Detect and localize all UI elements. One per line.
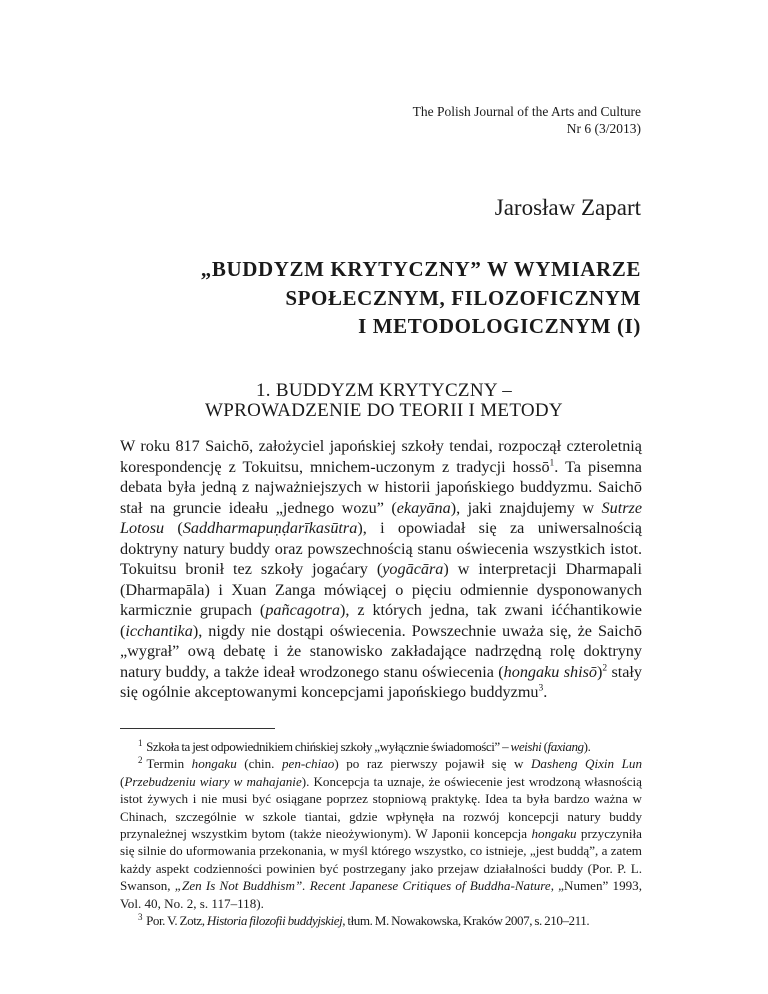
italic-term: Przebudzeniu wiary w mahajanie <box>124 773 302 789</box>
text-run: ), z których jedna, tak zwani iććhantikowie ( <box>120 601 642 640</box>
text-run: ), nigdy nie dostąpi oświecenia. Powszechnie uważa się, że Saichō „wygrał” ową debatę i że stanowisko zakładające nadrzędną rolę doktryny natury buddy, a także ideał wrodzonego stanu oświecenia ( <box>120 621 642 681</box>
text-run: ) <box>596 662 603 681</box>
text-run: stały się ogólnie akceptowanymi koncepcjami japońskiego buddyzmu <box>120 662 643 701</box>
footnote-ref-3: 3 <box>538 683 544 694</box>
footnote-number: 1 <box>138 737 143 748</box>
text-run: ( <box>120 773 125 789</box>
italic-term: Saddharmapuṇḍarīkasūtra <box>182 519 358 537</box>
italic-term: Dasheng Qixin Lun <box>530 756 642 772</box>
journal-name: The Polish Journal of the Arts and Culture <box>412 104 641 119</box>
footnote-number: 3 <box>138 911 143 922</box>
text-run: W roku 817 Saichō, założyciel japońskiej szkoły tendai, rozpoczął czteroletnią korespondencję z Tokuitsu, mnichem-uczonym z tradycji hossō <box>120 437 642 476</box>
footnote-3 <box>120 912 642 929</box>
footnote-1 <box>120 738 642 755</box>
section-heading <box>120 381 648 421</box>
italic-term: pen-chiao <box>281 756 335 772</box>
text-run: ) po raz pierwszy pojawił się w <box>334 756 531 772</box>
italic-term: faxiang <box>547 739 584 754</box>
title-line: I METODOLOGICZNYM (I) <box>358 314 641 338</box>
journal-issue: Nr 6 (3/2013) <box>566 121 641 136</box>
italic-term: ekayāna <box>396 498 451 517</box>
title-line: SPOŁECZNYM, FILOZOFICZNYM <box>285 285 641 310</box>
footnote-2 <box>120 755 642 912</box>
title-line: „BUDDYZM KRYTYCZNY” W WYMIARZE <box>200 257 641 281</box>
italic-term: Historia filozofii buddyjskiej <box>206 913 343 929</box>
footnote-ref-2: 2 <box>602 663 608 674</box>
text-run: ) w interpretacji Dharmapali (Dharmapāla) i Xuan Zanga mówiącej o pięciu odmiennie dysponowanych karmicznie grupach ( <box>120 560 642 619</box>
body-paragraph <box>120 436 642 703</box>
italic-term: hongaku shisō <box>503 662 597 681</box>
section-heading-line: WPROWADZENIE DO TEORII I METODY <box>205 400 563 421</box>
text-run: ), i opowiadał się za uniwersalnością doktryny natury buddy oraz powszechnością stanu oświecenia wszystkich istot. Tokuitsu bronił tez szkoły jogaćary ( <box>120 519 642 578</box>
section-heading-line: 1. BUDDYZM KRYTYCZNY – <box>255 380 513 401</box>
journal-header <box>413 103 641 137</box>
article-title <box>81 255 641 341</box>
text-run: ). <box>583 739 591 754</box>
author-name: Jarosław Zapart <box>494 195 641 220</box>
text-run: ). Koncepcja ta uznaje, że oświecenie jest wrodzoną własnością istot żywych i nie musi być osiągane poprzez stopniową praktykę. Idea ta była bardzo ważna w Chinach, szczególnie w szkole tiantai, gdzie wpłynęła na rozwój koncepcji natury buddy przynależnej wszystkim bytom (także nieożywionym). W Japonii koncepcja <box>120 773 642 842</box>
text-run: przyczyniła się silnie do uformowania przekonania, w myśl którego wszystko, co istnieje, „jest buddą”, a zatem każdy aspekt codzienności powinien być postrzegany jako przejaw działalności buddy (Por. P. L. Swanson, <box>120 826 642 894</box>
text-run: , „Numen” 1993, Vol. 40, No. 2, s. 117–118). <box>120 878 642 911</box>
text-run: . Ta pisemna debata była jedną z najważniejszych w historii japońskiego buddyzmu. Saichō stał na gruncie ideału „jednego wozu” ( <box>120 457 642 517</box>
text-run: Szkoła ta jest odpowiednikiem chińskiej szkoły „wyłącznie świadomości” – <box>146 739 511 754</box>
italic-term: weishi <box>510 739 542 754</box>
text-run: ( <box>164 519 183 537</box>
text-run: Por. V. Zotz, <box>146 913 207 929</box>
body-text <box>120 436 642 703</box>
footnote-divider <box>120 728 275 729</box>
text-run: ), jaki znajdujemy w <box>450 498 602 517</box>
text-run: Termin <box>146 756 192 772</box>
text-run: (chin. <box>236 756 282 772</box>
text-run: , tłum. M. Nowakowska, Kraków 2007, s. 210–211. <box>342 913 590 929</box>
footnote-number: 2 <box>138 755 143 766</box>
italic-term: icchantika <box>125 621 193 640</box>
italic-term: yogācāra <box>382 560 444 578</box>
italic-term: pañcagotra <box>265 601 340 619</box>
text-run: . <box>543 683 548 701</box>
text-run: ( <box>541 739 548 754</box>
italic-term: Sutrze Lotosu <box>120 498 642 537</box>
footnotes <box>120 738 642 929</box>
footnote-ref-1: 1 <box>549 458 555 469</box>
italic-term: hongaku <box>531 826 577 842</box>
italic-term: „Zen Is Not Buddhism”. Recent Japanese Critiques of Buddha-Nature <box>174 878 551 894</box>
italic-term: hongaku <box>191 756 237 772</box>
